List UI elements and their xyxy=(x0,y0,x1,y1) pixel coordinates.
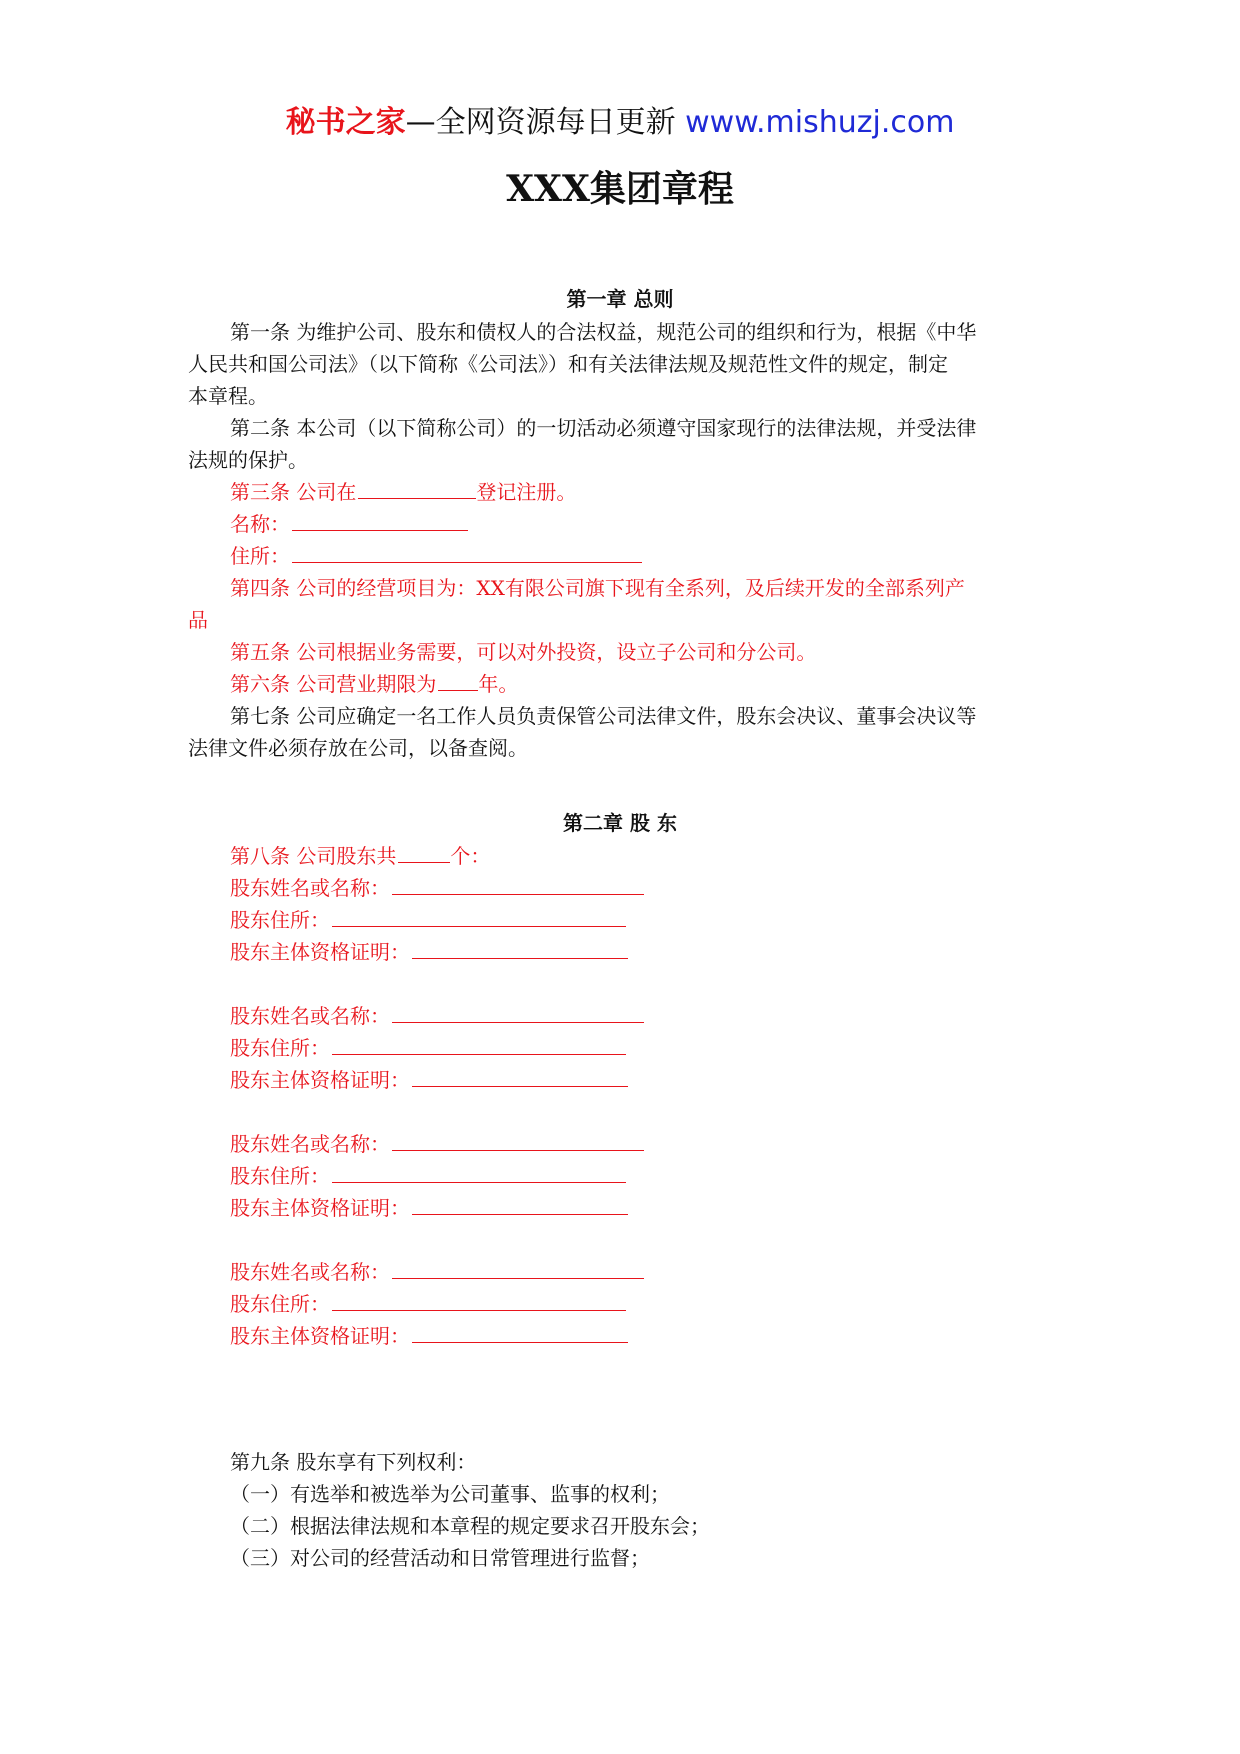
shareholder-name-label: 股东姓名或名称： xyxy=(230,1004,390,1028)
article-5: 第五条 公司根据业务需要，可以对外投资，设立子公司和分公司。 xyxy=(230,640,817,664)
article-8-suffix: 个： xyxy=(450,844,491,868)
shareholder-name-blank xyxy=(392,1256,644,1279)
shareholder-qualification-label: 股东主体资格证明： xyxy=(230,940,410,964)
article-7-line-2: 法律文件必须存放在公司，以备查阅。 xyxy=(188,736,528,760)
chapter-2-heading: 第二章 股 东 xyxy=(563,811,677,835)
shareholder-address-blank xyxy=(332,1160,626,1183)
shareholder-name-blank xyxy=(392,872,644,895)
banner-url-link[interactable]: www.mishuzj.com xyxy=(685,105,955,140)
shareholder-qualification-blank xyxy=(412,1064,628,1087)
shareholder-2-qualification-field xyxy=(188,1064,1052,1096)
article-4-line-2: 品 xyxy=(188,608,208,632)
article-8-prefix: 第八条 公司股东共 xyxy=(230,844,397,868)
article-3-suffix: 登记注册。 xyxy=(476,480,577,504)
shareholder-address-blank xyxy=(332,904,626,927)
article-8 xyxy=(188,840,1052,872)
company-name-blank xyxy=(292,508,468,531)
shareholder-2-name-field xyxy=(188,1000,1052,1032)
article-2-line-2: 法规的保护。 xyxy=(188,448,308,472)
shareholder-1-name-field xyxy=(188,872,1052,904)
shareholder-count-blank xyxy=(398,840,450,863)
article-4-line-1: 第四条 公司的经营项目为：XX有限公司旗下现有全系列，及后续开发的全部系列产 xyxy=(230,576,965,600)
shareholder-address-label: 股东住所： xyxy=(230,908,330,932)
shareholder-address-blank xyxy=(332,1288,626,1311)
banner-brand: 秘书之家 xyxy=(285,105,406,140)
shareholder-2-address-field xyxy=(188,1032,1052,1064)
shareholder-1-address-field xyxy=(188,904,1052,936)
company-address-blank xyxy=(292,540,642,563)
shareholder-3-address-field xyxy=(188,1160,1052,1192)
article-6-suffix: 年。 xyxy=(478,672,519,696)
article-3 xyxy=(188,476,1052,508)
article-1-line-2: 人民共和国公司法》（以下简称《公司法》）和有关法律法规及规范性文件的规定，制定 xyxy=(188,352,948,376)
company-address-label: 住所： xyxy=(230,544,290,568)
shareholder-qualification-blank xyxy=(412,936,628,959)
article-1-line-1: 第一条 为维护公司、股东和债权人的合法权益，规范公司的组织和行为，根据《中华 xyxy=(230,320,977,344)
shareholder-4-qualification-field xyxy=(188,1320,1052,1352)
article-6-prefix: 第六条 公司营业期限为 xyxy=(230,672,437,696)
article-6 xyxy=(188,668,1052,700)
company-name-field xyxy=(188,508,1052,540)
business-term-blank xyxy=(438,668,478,691)
shareholder-name-blank xyxy=(392,1128,644,1151)
shareholder-name-label: 股东姓名或名称： xyxy=(230,1260,390,1284)
shareholder-qualification-label: 股东主体资格证明： xyxy=(230,1196,410,1220)
shareholder-1-qualification-field xyxy=(188,936,1052,968)
article-3-prefix: 第三条 公司在 xyxy=(230,480,357,504)
article-9-item-1: （一）有选举和被选举为公司董事、监事的权利； xyxy=(230,1482,670,1506)
article-9-item-3: （三）对公司的经营活动和日常管理进行监督； xyxy=(230,1546,650,1570)
shareholder-address-label: 股东住所： xyxy=(230,1292,330,1316)
banner-tagline: —全网资源每日更新 xyxy=(405,105,676,140)
registration-place-blank xyxy=(358,476,476,499)
shareholder-name-blank xyxy=(392,1000,644,1023)
article-9-item-2: （二）根据法律法规和本章程的规定要求召开股东会； xyxy=(230,1514,710,1538)
shareholder-qualification-label: 股东主体资格证明： xyxy=(230,1068,410,1092)
site-banner xyxy=(0,100,1240,146)
chapter-1-heading: 第一章 总则 xyxy=(566,287,674,311)
shareholder-name-label: 股东姓名或名称： xyxy=(230,876,390,900)
company-name-label: 名称： xyxy=(230,512,290,536)
shareholder-3-name-field xyxy=(188,1128,1052,1160)
shareholder-qualification-blank xyxy=(412,1320,628,1343)
shareholder-address-label: 股东住所： xyxy=(230,1164,330,1188)
shareholder-qualification-label: 股东主体资格证明： xyxy=(230,1324,410,1348)
shareholder-4-address-field xyxy=(188,1288,1052,1320)
document-title: XXX集团章程 xyxy=(506,168,734,210)
shareholder-name-label: 股东姓名或名称： xyxy=(230,1132,390,1156)
shareholder-address-blank xyxy=(332,1032,626,1055)
article-7-line-1: 第七条 公司应确定一名工作人员负责保管公司法律文件，股东会决议、董事会决议等 xyxy=(230,704,977,728)
shareholder-4-name-field xyxy=(188,1256,1052,1288)
article-9-heading: 第九条 股东享有下列权利： xyxy=(230,1450,477,1474)
shareholder-address-label: 股东住所： xyxy=(230,1036,330,1060)
company-address-field xyxy=(188,540,1052,572)
shareholder-3-qualification-field xyxy=(188,1192,1052,1224)
article-1-line-3: 本章程。 xyxy=(188,384,268,408)
shareholder-qualification-blank xyxy=(412,1192,628,1215)
article-2-line-1: 第二条 本公司（以下简称公司）的一切活动必须遵守国家现行的法律法规，并受法律 xyxy=(230,416,977,440)
